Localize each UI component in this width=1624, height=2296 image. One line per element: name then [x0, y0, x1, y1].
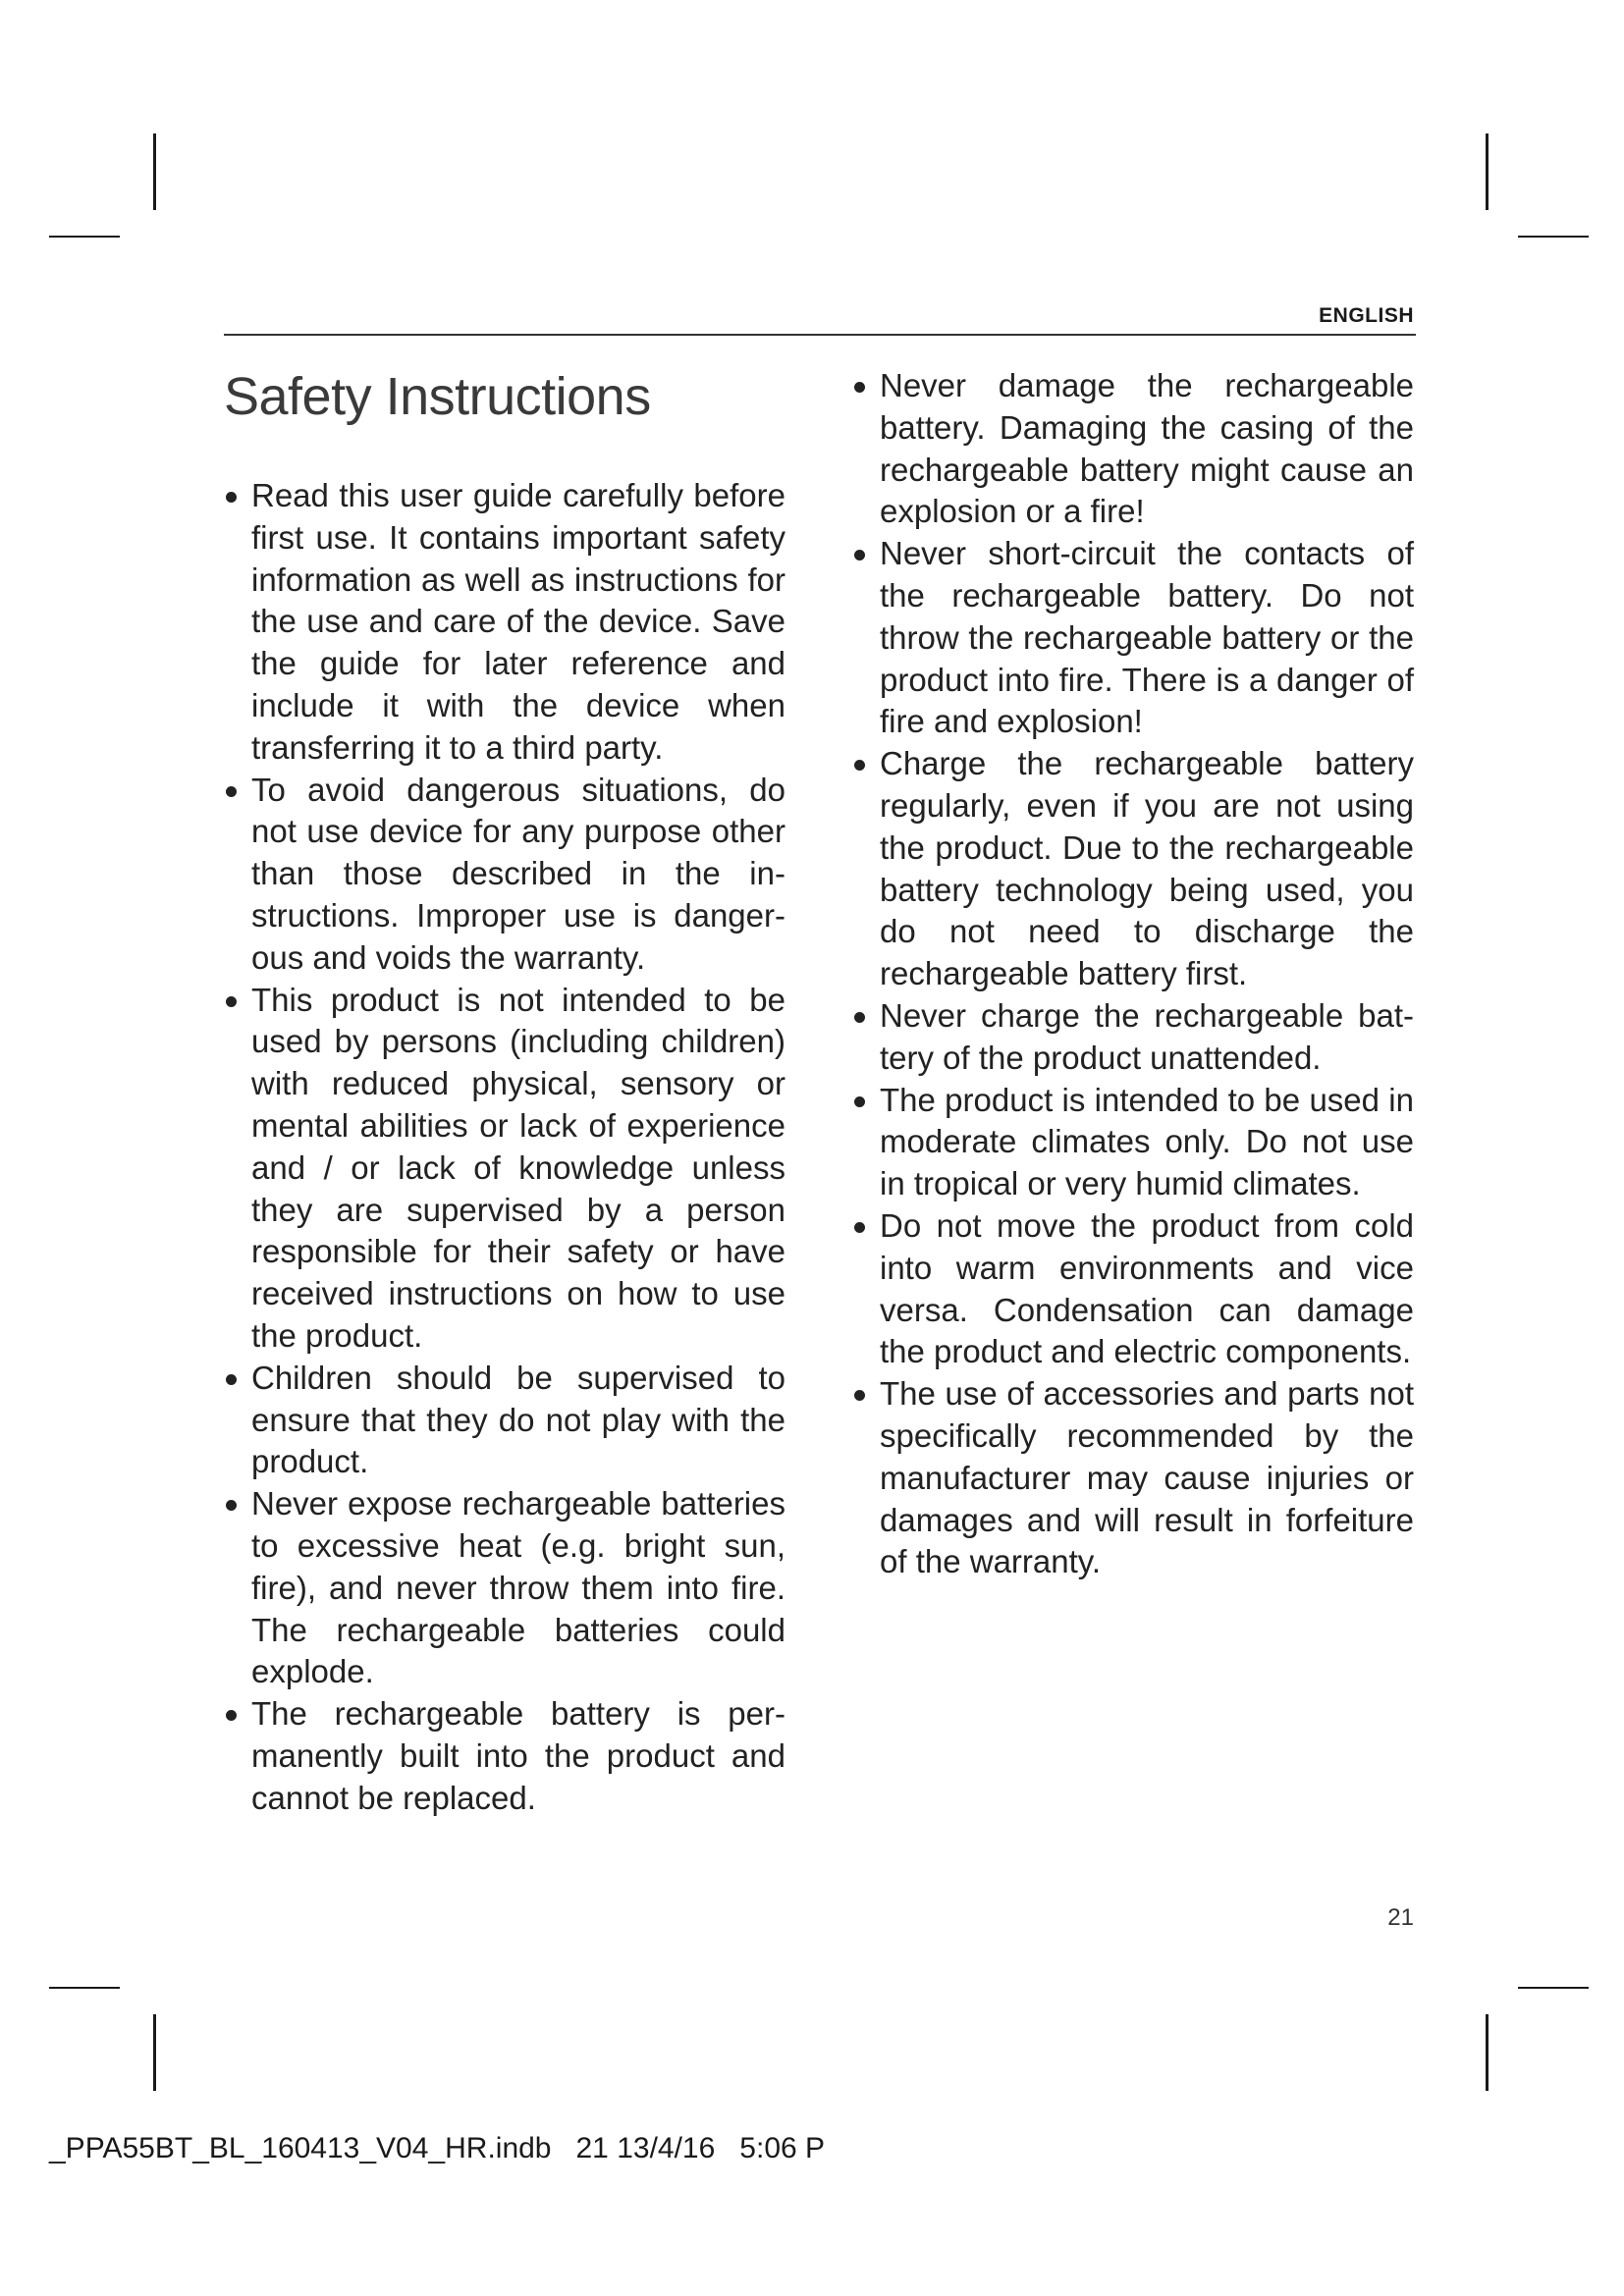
list-item-text: This product is not intended to be used by persons (including children) with reduced physical, sensory or mental abilities or lack of experience and / or lack of knowledge unless they are supervised by a person responsible for their safety or have received instructions on how to use the product.	[251, 981, 785, 1354]
left-column	[224, 365, 785, 1820]
header-rule	[224, 334, 1416, 336]
bullet-icon	[226, 996, 237, 1007]
bullet-icon	[226, 1710, 237, 1721]
list-item-text: The rechargeable battery is permanently built into the product and cannot be replaced.	[251, 1695, 785, 1816]
bullet-icon	[854, 1390, 865, 1401]
list-item	[224, 980, 785, 1358]
bullet-icon	[226, 492, 237, 503]
crop-mark-bottom-right-horizontal	[1518, 1987, 1589, 1989]
list-item-text: Read this user guide carefully before first use. It contains important safety information as well as instructions for the use and care of the device. Save the guide for later reference and include it with the device when transferring it to a third party.	[251, 477, 785, 766]
list-item-text: Charge the rechargeable battery regularly, even if you are not using the product. Due to the rechargeable battery technology being used, you do not need to discharge the rechargeable battery first.	[880, 745, 1414, 992]
list-item	[224, 770, 785, 980]
bullet-icon	[226, 1500, 237, 1511]
list-item-text: The use of accessories and parts not specifically recommended by the manufacturer may cause injuries or damages and will result in forfeiture of the warranty.	[880, 1375, 1414, 1580]
page-title: Safety Instructions	[224, 367, 651, 426]
list-item	[224, 1358, 785, 1483]
list-item-text: Never short-circuit the contacts of the rechargeable battery. Do not throw the rechargeable battery or the product into fire. There is a danger of fire and explosion!	[880, 535, 1414, 740]
crop-mark-bottom-right-vertical	[1486, 2014, 1489, 2091]
list-item-text: Do not move the product from cold into warm environments and vice versa. Condensation can damage the product and electric components.	[880, 1206, 1414, 1370]
list-item-text: Never expose rechargeable batteries to excessive heat (e.g. bright sun, fire), and never throw them into fire. The rechargeable batteries could explode.	[251, 1485, 785, 1690]
list-item-text: To avoid dangerous situations, do not use device for any purpose other than those described in the instructions. Improper use is dangerous and voids the warranty.	[251, 771, 785, 976]
list-item	[224, 475, 785, 770]
crop-mark-top-left-horizontal	[49, 236, 120, 238]
list-item	[852, 995, 1414, 1080]
footer-file-info: _PPA55BT_BL_160413_V04_HR.indb 21 13/4/16 5:06 P	[49, 2132, 826, 2164]
bullet-icon	[854, 382, 865, 393]
crop-mark-bottom-left-horizontal	[49, 1987, 120, 1989]
right-bullet-list	[852, 365, 1414, 1583]
list-item-text: Children should be supervised to ensure that they do not play with the product.	[251, 1359, 785, 1480]
list-item	[852, 533, 1414, 743]
right-column	[852, 365, 1414, 1583]
bullet-icon	[854, 1222, 865, 1233]
list-item	[852, 365, 1414, 533]
crop-mark-bottom-left-vertical	[153, 2014, 156, 2091]
list-item	[224, 1483, 785, 1693]
crop-mark-top-right-vertical	[1486, 133, 1489, 210]
page-number: 21	[1387, 1904, 1414, 1931]
list-item	[224, 1693, 785, 1819]
bullet-icon	[854, 1096, 865, 1107]
list-item	[852, 1080, 1414, 1205]
list-item	[852, 1205, 1414, 1373]
list-item	[852, 743, 1414, 995]
bullet-icon	[226, 1374, 237, 1385]
crop-mark-top-right-horizontal	[1518, 236, 1589, 238]
crop-mark-top-left-vertical	[153, 133, 156, 210]
list-item-text: The product is intended to be used in moderate climates only. Do not use in tropical or very humid climates.	[880, 1081, 1414, 1202]
bullet-icon	[854, 550, 865, 561]
list-item-text: Never charge the rechargeable battery of the product unattended.	[880, 996, 1414, 1076]
bullet-icon	[854, 760, 865, 771]
language-label: ENGLISH	[1319, 304, 1414, 327]
list-item-text: Never damage the rechargeable battery. Damaging the casing of the rechargeable battery might cause an explosion or a fire!	[880, 367, 1414, 530]
bullet-icon	[226, 786, 237, 797]
list-item	[852, 1373, 1414, 1583]
bullet-icon	[854, 1012, 865, 1023]
left-bullet-list	[224, 475, 785, 1820]
